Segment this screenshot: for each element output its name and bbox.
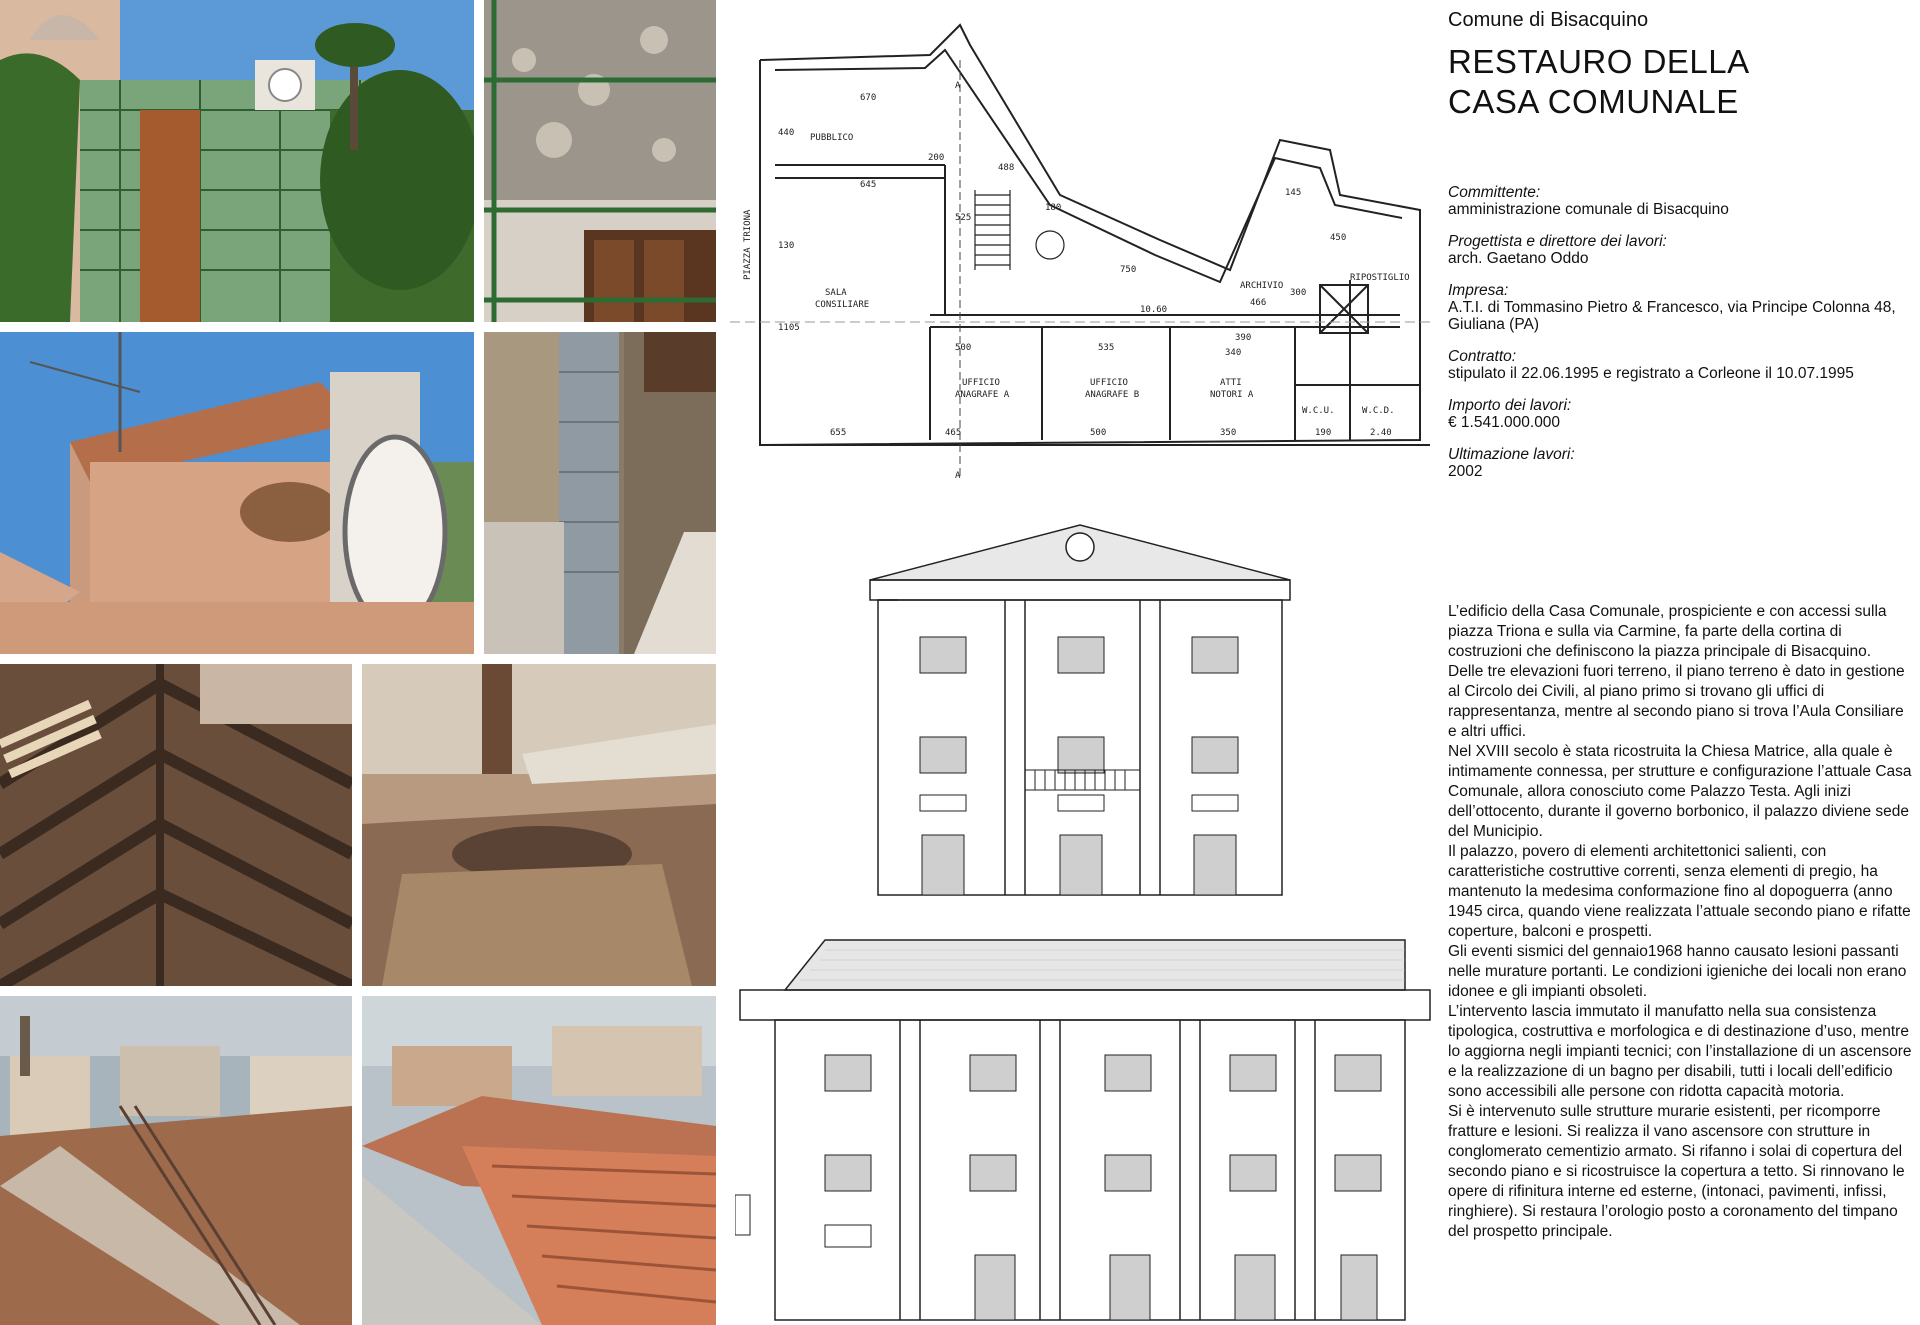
dim-350: 350 <box>1220 428 1237 438</box>
plan-label-wcd: W.C.D. <box>1362 406 1395 416</box>
dim-645: 645 <box>860 180 877 190</box>
credits-list <box>1448 184 1916 480</box>
description-paragraph: Nel XVIII secolo è stata ricostruita la Chiesa Matrice, alla quale è intimamente connessa, per strutture e configurazione l’attuale Casa Comunale, allora conosciuto come Palazzo Testa. Agli inizi dell’ottocento, durante il governo borbonico, il palazzo diviene sede del Municipio. <box>1448 743 1912 840</box>
dim-750: 750 <box>1120 265 1137 275</box>
plan-label-ufficio-a1: UFFICIO <box>962 378 1000 388</box>
dim-465: 465 <box>945 428 962 438</box>
credit-label: Importo dei lavori: <box>1448 397 1572 414</box>
dim-340: 340 <box>1225 348 1242 358</box>
clock-icon <box>1066 533 1094 561</box>
credit-value: amministrazione comunale di Bisacquino <box>1448 201 1729 218</box>
plan-label-consiliare: CONSILIARE <box>815 300 870 310</box>
dim-145: 145 <box>1285 188 1302 198</box>
clock-icon <box>269 69 301 101</box>
dim-655: 655 <box>830 428 847 438</box>
credit-impresa <box>1448 282 1916 333</box>
plan-label-sala: SALA <box>825 288 847 298</box>
description-paragraph: L’intervento lascia immutato il manufatto nella sua consistenza tipologica, costruttiva e morfologica e di destinazione d’uso, mentre lo aggiorna negli impianti tecnici; con l’installazione di un ascensore e la realizzazione di un bagno per disabili, tutti i locali dell’edificio sono accessibili alle persone con ridotta capacità motoria. <box>1448 1003 1912 1100</box>
front-elevation <box>840 515 1320 900</box>
dim-670: 670 <box>860 93 877 103</box>
dim-300: 300 <box>1290 288 1307 298</box>
credit-label: Ultimazione lavori: <box>1448 446 1575 463</box>
credit-label: Progettista e direttore dei lavori: <box>1448 233 1667 250</box>
description-paragraph: Gli eventi sismici del gennaio1968 hanno causato lesioni passanti nelle murature portanti. Le condizioni igieniche dei locali non erano idonee e gli impianti obsoleti. <box>1448 943 1907 1000</box>
credit-value: arch. Gaetano Oddo <box>1448 250 1589 267</box>
credit-label: Contratto: <box>1448 348 1517 365</box>
plan-label-ufficio-a2: ANAGRAFE A <box>955 390 1010 400</box>
credit-committente <box>1448 184 1916 218</box>
credit-value: stipulato il 22.06.1995 e registrato a Corleone il 10.07.1995 <box>1448 365 1854 382</box>
photo-roof-clock <box>0 332 474 654</box>
photo-roof-beams <box>0 664 352 986</box>
description-paragraph: Si è intervenuto sulle strutture murarie esistenti, per ricomporre fratture e lesioni. Si realizza il vano ascensore con strutture in conglomerato cementizio armato. Si rifanno i solai di copertura del secondo piano e si ricostruisce la copertura a tetto. Si rinnovano le opere di rifinitura interne ed esterne, (intonaci, pavimenti, infissi, ringhiere). Si restaura l’orologio posto a coronamento del timpano del prospetto principale. <box>1448 1103 1905 1240</box>
plan-label-ufficio-b2: ANAGRAFE B <box>1085 390 1140 400</box>
side-elevation <box>735 935 1435 1325</box>
photo-wall-detail <box>484 0 716 322</box>
dim-450: 450 <box>1330 233 1347 243</box>
credit-progettista <box>1448 233 1916 267</box>
description-paragraph: Il palazzo, povero di elementi architettonici salienti, con caratteristiche costruttive correnti, senza elementi di pregio, ha mantenuto la medesima conformazione fino al dopoguerra (anno 1945 circa, quando viene realizzata l’attuale secondo piano e rifatte coperture, balconi e prospetti. <box>1448 843 1911 940</box>
dim-525: 525 <box>955 213 972 223</box>
plan-section-a-bottom: A <box>955 471 961 481</box>
plan-label-wcu: W.C.U. <box>1302 406 1335 416</box>
floor-plan <box>730 0 1430 495</box>
photo-interior-pipe <box>484 332 716 654</box>
project-info <box>1448 8 1916 495</box>
plan-label-ufficio-b1: UFFICIO <box>1090 378 1128 388</box>
dim-500a: 500 <box>955 343 972 353</box>
photo-floor-excavation <box>362 664 716 986</box>
credit-value: A.T.I. di Tommasino Pietro & Francesco, via Principe Colonna 48, Giuliana (PA) <box>1448 299 1896 333</box>
credit-label: Committente: <box>1448 184 1541 201</box>
dim-1105: 1105 <box>778 323 800 333</box>
description-paragraph: Delle tre elevazioni fuori terreno, il piano terreno è dato in gestione al Circolo dei Civili, al piano primo si trovano gli uffici di rappresentanza, mentre al secondo piano si trova l’Aula Consiliare e altri uffici. <box>1448 663 1905 740</box>
title-line-2: CASA COMUNALE <box>1448 83 1739 120</box>
credit-importo <box>1448 397 1916 431</box>
page-title <box>1448 42 1916 122</box>
plan-section-a-top: A <box>955 81 961 91</box>
dim-488: 488 <box>998 163 1015 173</box>
plan-label-atti2: NOTORI A <box>1210 390 1254 400</box>
plan-label-archivio: ARCHIVIO <box>1240 281 1284 291</box>
photo-rooftops <box>0 996 352 1325</box>
credit-contratto <box>1448 348 1916 382</box>
dim-200: 200 <box>928 153 945 163</box>
plan-label-piazza: PIAZZA TRIONA <box>743 209 753 280</box>
plan-label-ripostiglio: RIPOSTIGLIO <box>1350 273 1410 283</box>
plan-label-atti1: ATTI <box>1220 378 1242 388</box>
dim-190: 190 <box>1315 428 1332 438</box>
dim-130: 130 <box>778 241 795 251</box>
municipality-name: Comune di Bisacquino <box>1448 9 1649 31</box>
dim-440: 440 <box>778 128 795 138</box>
title-line-1: RESTAURO DELLA <box>1448 43 1750 80</box>
description-text <box>1448 602 1916 1242</box>
dim-180: 180 <box>1045 203 1062 213</box>
dim-535: 535 <box>1098 343 1115 353</box>
photo-scaffolded-facade <box>0 0 474 322</box>
plan-label-pubblico: PUBBLICO <box>810 133 854 143</box>
dim-500b: 500 <box>1090 428 1107 438</box>
credit-ultimazione <box>1448 446 1916 480</box>
credit-value: 2002 <box>1448 463 1483 480</box>
dim-390: 390 <box>1235 333 1252 343</box>
dim-1060: 10.60 <box>1140 305 1168 315</box>
credit-value: € 1.541.000.000 <box>1448 414 1561 431</box>
credit-label: Impresa: <box>1448 282 1509 299</box>
dim-240: 2.40 <box>1370 428 1392 438</box>
photo-new-tiles <box>362 996 716 1325</box>
description-paragraph: L’edificio della Casa Comunale, prospiciente e con accessi sulla piazza Triona e sulla via Carmine, fa parte della cortina di costruzioni che definiscono la piazza principale di Bisacquino. <box>1448 603 1887 660</box>
dim-466: 466 <box>1250 298 1267 308</box>
